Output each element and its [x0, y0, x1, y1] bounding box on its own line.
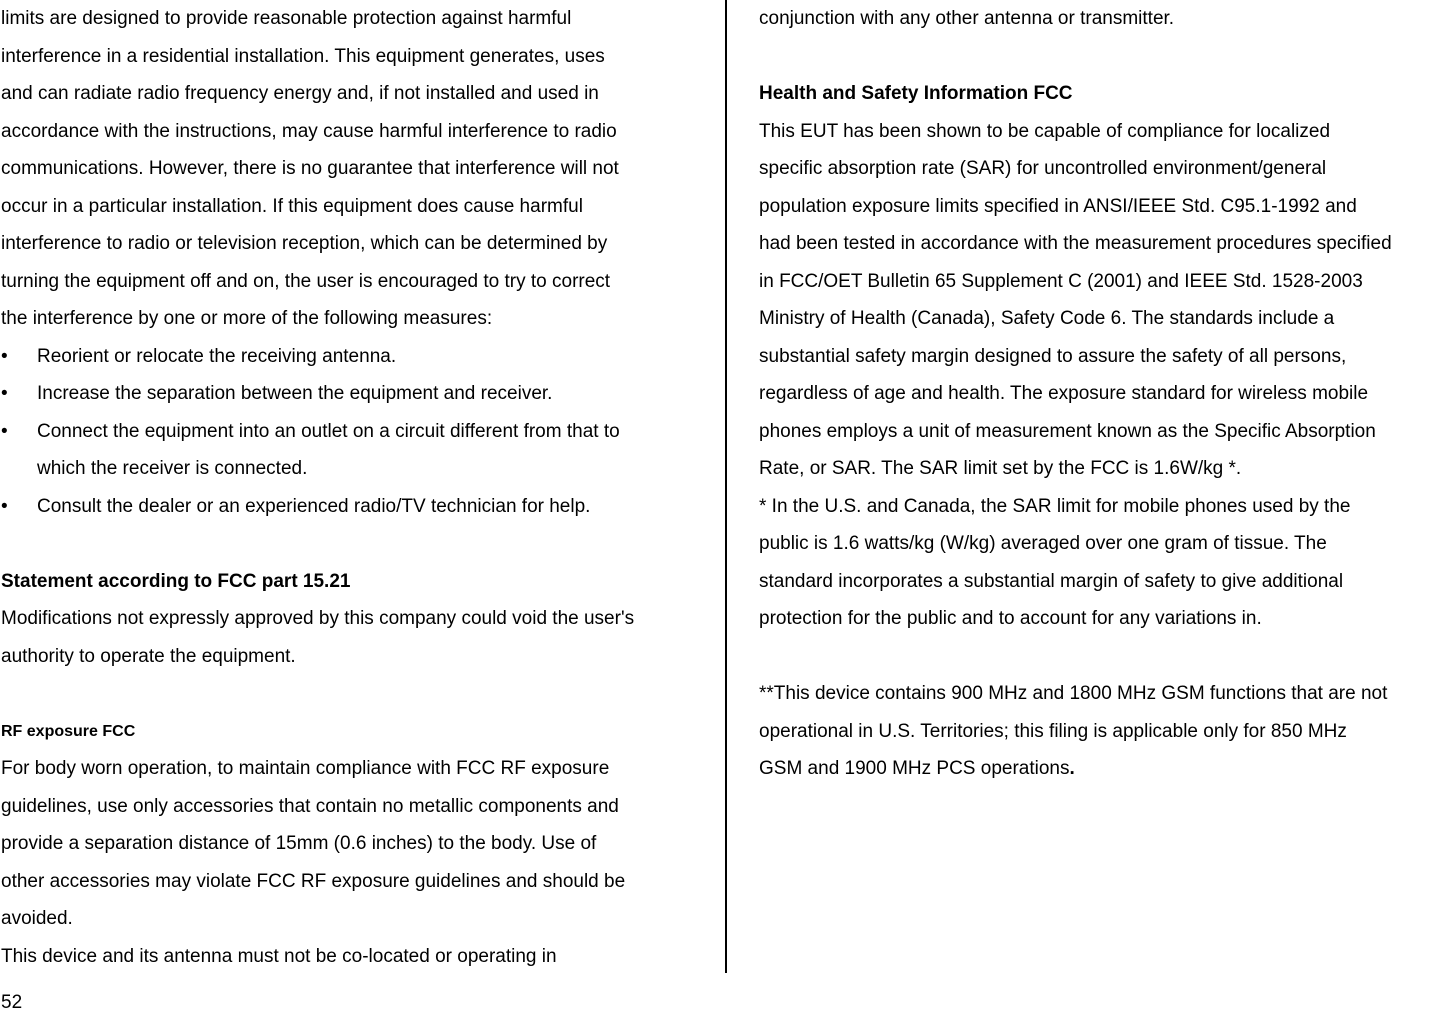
text-line: authority to operate the equipment.	[1, 645, 296, 667]
text-line: operational in U.S. Territories; this filing is applicable only for 850 MHz	[759, 720, 1347, 742]
text-line: regardless of age and health. The exposure standard for wireless mobile	[759, 383, 1369, 404]
health-safety-heading: Health and Safety Information FCC	[759, 83, 1073, 104]
text-line: This device and its antenna must not be co-located or operating in	[1, 945, 557, 967]
spacer	[1, 675, 711, 713]
text-line: other accessories may violate FCC RF exposure guidelines and should be	[1, 870, 626, 892]
text-line: avoided.	[1, 908, 73, 929]
text-line: guidelines, use only accessories that contain no metallic components and	[1, 795, 619, 817]
column-divider	[725, 0, 727, 973]
measures-list	[1, 338, 711, 526]
text-line: specific absorption rate (SAR) for uncontrolled environment/general	[759, 158, 1327, 179]
list-item	[1, 375, 711, 413]
list-item	[1, 413, 711, 488]
text-line: Modifications not expressly approved by this company could void the user's	[1, 608, 635, 629]
text-line: and can radiate radio frequency energy and, if not installed and used in	[1, 83, 599, 104]
rf-exposure-heading: RF exposure FCC	[1, 722, 136, 740]
text-line: For body worn operation, to maintain compliance with FCC RF exposure	[1, 758, 610, 779]
text-line: conjunction with any other antenna or transmitter.	[759, 8, 1175, 29]
text-line: Rate, or SAR. The SAR limit set by the FCC is 1.6W/kg *.	[759, 458, 1242, 479]
right-column	[759, 0, 1451, 788]
spacer	[759, 38, 1451, 76]
bullet-icon: •	[1, 345, 8, 367]
text-line: **This device contains 900 MHz and 1800 MHz GSM functions that are not	[759, 683, 1388, 704]
list-item-text: Connect the equipment into an outlet on a circuit different from that to	[37, 420, 620, 442]
text-line: accordance with the instructions, may cause harmful interference to radio	[1, 120, 617, 142]
bullet-icon: •	[1, 420, 8, 442]
text-line: Ministry of Health (Canada), Safety Code 6. The standards include a	[759, 308, 1335, 329]
note-last-period: .	[1069, 758, 1075, 779]
list-item-text: Increase the separation between the equipment and receiver.	[37, 383, 553, 404]
left-column	[1, 0, 711, 975]
text-line: communications. However, there is no guarantee that interference will not	[1, 158, 619, 179]
text-line: protection for the public and to account for any variations in.	[759, 608, 1262, 629]
list-item-continuation: which the receiver is connected.	[37, 458, 308, 479]
statement-section	[1, 563, 711, 676]
text-line: * In the U.S. and Canada, the SAR limit for mobile phones used by the	[759, 495, 1351, 517]
text-line: substantial safety margin designed to assure the safety of all persons,	[759, 345, 1347, 367]
statement-heading: Statement according to FCC part 15.21	[1, 570, 351, 592]
text-line: interference in a residential installation. This equipment generates, uses	[1, 45, 605, 67]
text-line: the interference by one or more of the following measures:	[1, 308, 493, 329]
text-line-last	[759, 750, 1451, 788]
list-item-first-line	[1, 413, 711, 451]
text-line: population exposure limits specified in ANSI/IEEE Std. C95.1-1992 and	[759, 195, 1357, 217]
text-line: standard incorporates a substantial margin of safety to give additional	[759, 570, 1344, 592]
text-line: in FCC/OET Bulletin 65 Supplement C (2001) and IEEE Std. 1528-2003	[759, 270, 1363, 292]
list-item	[1, 338, 711, 376]
text-line: turning the equipment off and on, the user is encouraged to try to correct	[1, 270, 611, 292]
list-item	[1, 488, 711, 526]
text-line: occur in a particular installation. If this equipment does cause harmful	[1, 195, 583, 217]
text-line: provide a separation distance of 15mm (0.6 inches) to the body. Use of	[1, 833, 597, 854]
spacer	[1, 525, 711, 563]
gsm-note-section	[759, 675, 1451, 788]
page-number: 52	[1, 992, 23, 1013]
bullet-icon: •	[1, 495, 8, 517]
note-last-text: GSM and 1900 MHz PCS operations	[759, 758, 1070, 779]
spacer	[759, 638, 1451, 676]
text-line: interference to radio or television reception, which can be determined by	[1, 233, 608, 254]
list-item-text: Reorient or relocate the receiving antenna.	[37, 345, 397, 367]
text-line: limits are designed to provide reasonable protection against harmful	[1, 8, 572, 29]
list-item-text: Consult the dealer or an experienced radio/TV technician for help.	[37, 495, 591, 517]
health-safety-section	[759, 75, 1451, 638]
text-line: phones employs a unit of measurement known as the Specific Absorption	[759, 420, 1376, 442]
text-line: public is 1.6 watts/kg (W/kg) averaged over one gram of tissue. The	[759, 533, 1327, 554]
rf-exposure-section	[1, 713, 711, 976]
bullet-icon: •	[1, 383, 8, 404]
text-line: had been tested in accordance with the measurement procedures specified	[759, 233, 1392, 254]
text-line: This EUT has been shown to be capable of compliance for localized	[759, 120, 1331, 142]
intro-paragraph	[1, 0, 711, 338]
